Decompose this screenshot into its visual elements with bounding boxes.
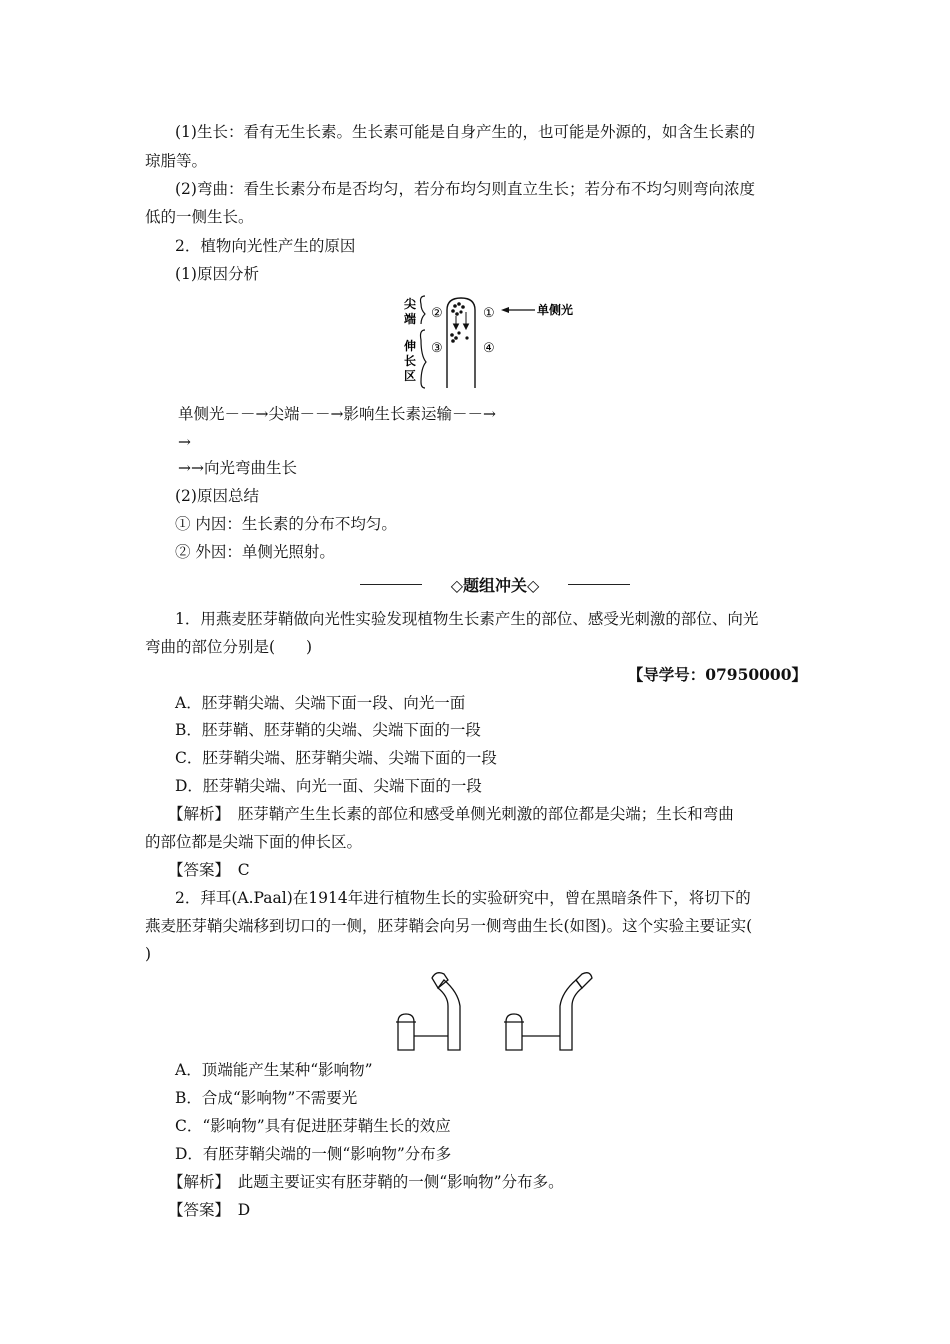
zone-brace (421, 330, 427, 388)
text-line: (2)原因总结 (175, 487, 259, 505)
tip-label: 尖 (404, 297, 417, 311)
answer-text: 【答案】 D (168, 1201, 251, 1219)
analysis-text: 【解析】 胚芽鞘产生生长素的部位和感受单侧光刺激的部位都是尖端；生长和弯曲 (168, 805, 734, 823)
text-line: 低的一侧生长。 (145, 208, 254, 226)
marker-1: ① (483, 306, 495, 321)
text-line: 琼脂等。 (145, 152, 208, 170)
question-text: 2．拜耳(A.Paal)在1914年进行植物生长的实验研究中，曾在黑暗条件下，将切下的 (175, 889, 751, 907)
zone-label: 伸 (404, 339, 417, 353)
marker-3: ③ (431, 341, 443, 356)
marker-4: ④ (483, 341, 495, 356)
coleoptile-light-diagram (395, 290, 595, 392)
option-c: C．胚芽鞘尖端、胚芽鞘尖端、尖端下面的一段 (175, 749, 497, 767)
analysis-text: 的部位都是尖端下面的伸长区。 (145, 833, 363, 851)
section-title: ◇题组冲关◇ (450, 576, 540, 595)
zone-label: 区 (404, 369, 417, 383)
text-line: →→向光弯曲生长 (178, 459, 297, 477)
zone-label: 长 (404, 354, 417, 368)
analysis-text: 【解析】 此题主要证实有胚芽鞘的一侧“影响物”分布多。 (168, 1173, 564, 1191)
label-tip (403, 296, 416, 326)
text-line: (1)生长：看有无生长素。生长素可能是自身产生的，也可能是外源的，如含生长素的 (175, 123, 755, 141)
option-c: C．“影响物”具有促进胚芽鞘生长的效应 (175, 1117, 451, 1135)
option-a: A．顶端能产生某种“影响物” (175, 1061, 373, 1079)
text-line: 单侧光－－→尖端－－→影响生长素运输－－→ (178, 405, 496, 423)
label-zone (404, 338, 416, 383)
paal-experiment-diagram (392, 966, 602, 1056)
marker-2: ② (431, 306, 443, 321)
answer-text: 【答案】 C (168, 861, 250, 879)
question-text: 燕麦胚芽鞘尖端移到切口的一侧，胚芽鞘会向另一侧弯曲生长(如图)。这个实验主要证实( (145, 917, 753, 935)
reference-number: 【导学号：07950000】 (627, 665, 807, 684)
text-line: (2)弯曲：看生长素分布是否均匀，若分布均匀则直立生长；若分布不均匀则弯向浓度 (175, 180, 755, 198)
light-label: 单侧光 (537, 303, 574, 317)
option-b: B．合成“影响物”不需要光 (175, 1089, 358, 1107)
option-a: A．胚芽鞘尖端、尖端下面一段、向光一面 (175, 694, 466, 712)
section-header (360, 573, 630, 595)
option-d: D．胚芽鞘尖端、向光一面、尖端下面的一段 (175, 777, 482, 795)
question-text: 1．用燕麦胚芽鞘做向光性实验发现植物生长素产生的部位、感受光刺激的部位、向光 (175, 610, 759, 628)
experiment-right (504, 973, 592, 1050)
text-line: → (178, 433, 191, 451)
light-arrowhead (501, 307, 509, 313)
text-line: 2．植物向光性产生的原因 (175, 237, 356, 255)
header-rule-right (568, 584, 630, 585)
option-d: D．有胚芽鞘尖端的一侧“影响物”分布多 (175, 1145, 452, 1163)
tip-label: 端 (404, 312, 417, 326)
question-text: 弯曲的部位分别是( ) (145, 638, 313, 656)
text-line: ② 外因：单侧光照射。 (175, 543, 335, 561)
option-b: B．胚芽鞘、胚芽鞘的尖端、尖端下面的一段 (175, 721, 481, 739)
text-line: (1)原因分析 (175, 265, 259, 283)
experiment-left (396, 973, 460, 1050)
question-text: ) (145, 945, 152, 963)
tip-brace (421, 296, 426, 324)
text-line: ① 内因：生长素的分布不均匀。 (175, 515, 397, 533)
